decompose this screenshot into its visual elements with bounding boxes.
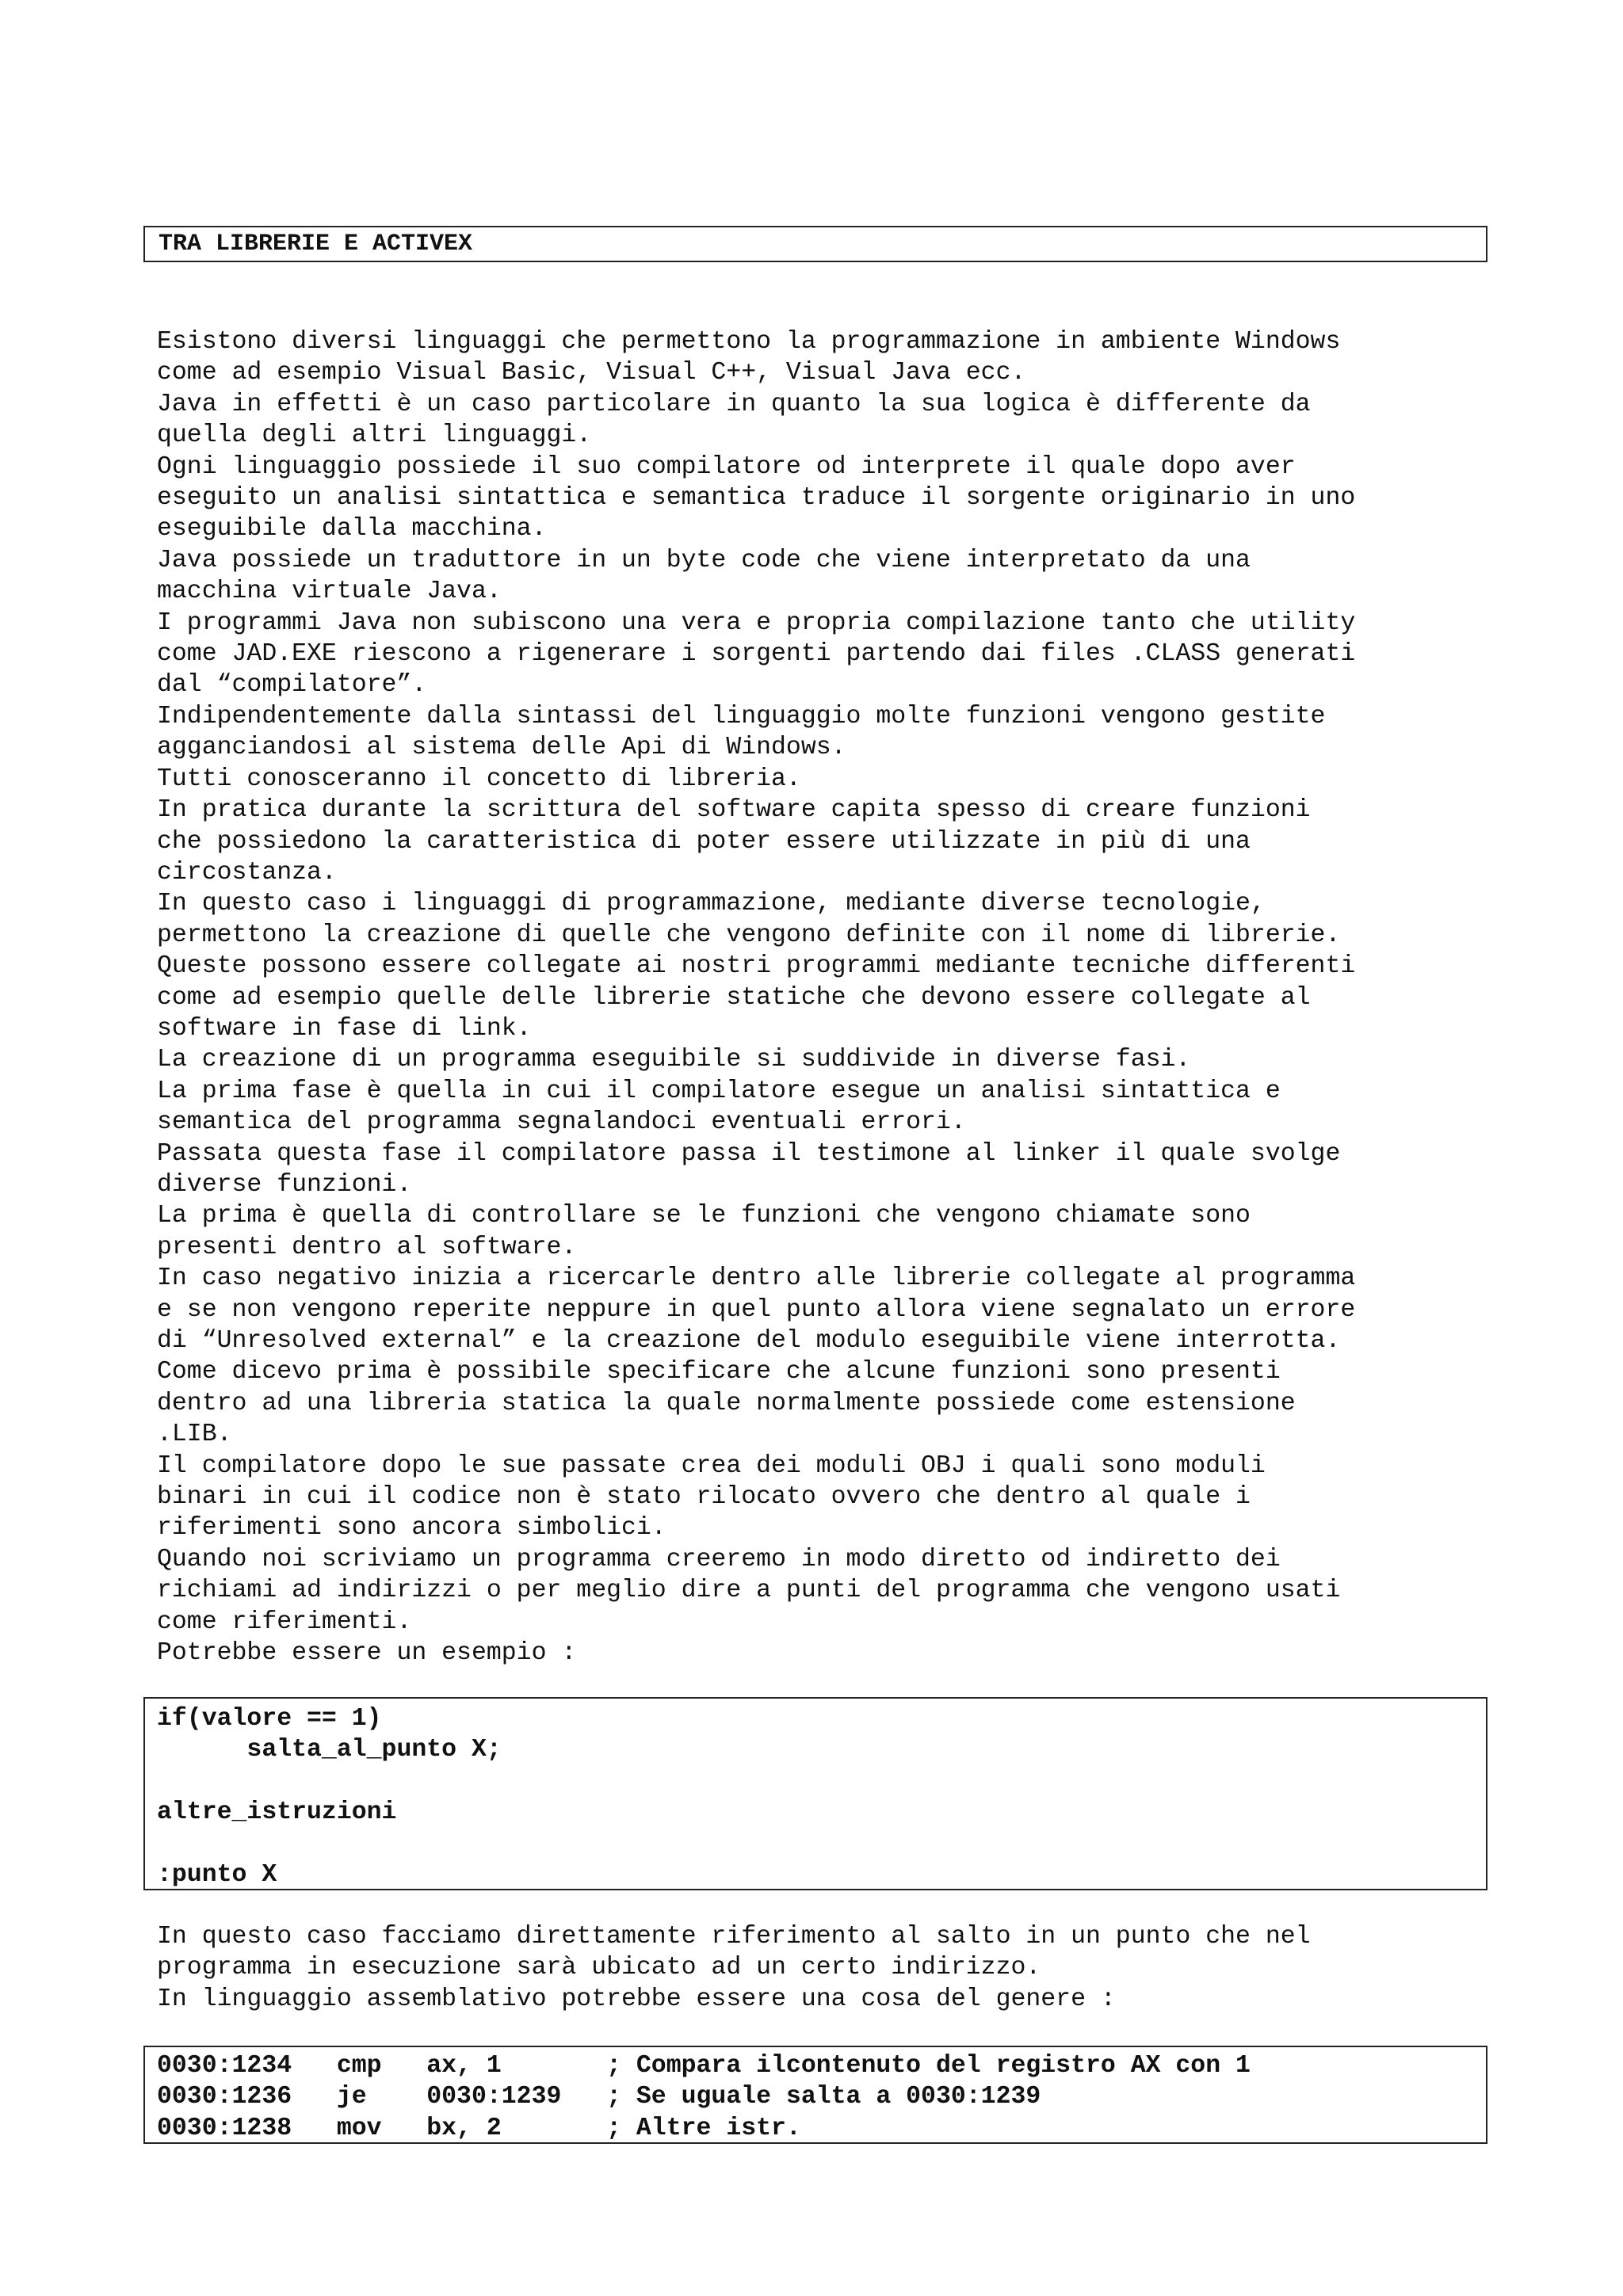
text-line: di “Unresolved external” e la creazione del modulo eseguibile viene interrotta. bbox=[157, 1327, 1341, 1355]
code-line: altre_istruzioni bbox=[157, 1798, 397, 1827]
text-line: Esistono diversi linguaggi che permettono la programmazione in ambiente Windows bbox=[157, 328, 1341, 356]
code-line: :punto X bbox=[157, 1861, 277, 1889]
text-line: come ad esempio Visual Basic, Visual C++, Visual Java ecc. bbox=[157, 359, 1026, 387]
code-line: if(valore == 1) bbox=[157, 1705, 382, 1733]
text-line: quella degli altri linguaggi. bbox=[157, 421, 592, 450]
text-line: Come dicevo prima è possibile specificare che alcune funzioni sono presenti bbox=[157, 1358, 1281, 1386]
text-line: La creazione di un programma eseguibile si suddivide in diverse fasi. bbox=[157, 1046, 1191, 1074]
text-line: Queste possono essere collegate ai nostri programmi mediante tecniche differenti bbox=[157, 952, 1356, 981]
text-line: diverse funzioni. bbox=[157, 1170, 412, 1199]
text-line: Potrebbe essere un esempio : bbox=[157, 1639, 577, 1668]
body-paragraph-2 bbox=[157, 1921, 1476, 2015]
text-line: programma in esecuzione sarà ubicato ad un certo indirizzo. bbox=[157, 1954, 1041, 1982]
text-line: circostanza. bbox=[157, 858, 337, 887]
text-line: che possiedono la caratteristica di poter essere utilizzate in più di una bbox=[157, 827, 1251, 856]
code-line bbox=[157, 1829, 1486, 1859]
text-line: In questo caso facciamo direttamente riferimento al salto in un punto che nel bbox=[157, 1923, 1311, 1951]
text-line: Indipendentemente dalla sintassi del linguaggio molte funzioni vengono gestite bbox=[157, 702, 1326, 730]
code-block-pseudocode bbox=[143, 1697, 1487, 1890]
text-line: dal “compilatore”. bbox=[157, 671, 427, 700]
text-line: eseguibile dalla macchina. bbox=[157, 515, 547, 543]
code-block-assembly bbox=[143, 2046, 1487, 2144]
text-line: Ogni linguaggio possiede il suo compilatore od interprete il quale dopo aver bbox=[157, 452, 1296, 481]
text-line: In questo caso i linguaggi di programmazione, mediante diverse tecnologie, bbox=[157, 890, 1266, 918]
text-line: La prima fase è quella in cui il compilatore esegue un analisi sintattica e bbox=[157, 1077, 1281, 1105]
text-line: richiami ad indirizzi o per meglio dire a punti del programma che vengono usati bbox=[157, 1577, 1341, 1605]
text-line: come riferimenti. bbox=[157, 1608, 412, 1636]
text-line: software in fase di link. bbox=[157, 1014, 532, 1043]
text-line: La prima è quella di controllare se le funzioni che vengono chiamate sono bbox=[157, 1202, 1251, 1230]
text-line: agganciandosi al sistema delle Api di Windows. bbox=[157, 734, 846, 762]
text-line: e se non vengono reperite neppure in quel punto allora viene segnalato un errore bbox=[157, 1295, 1356, 1324]
text-line: eseguito un analisi sintattica e semantica traduce il sorgente originario in uno bbox=[157, 484, 1356, 513]
text-line: Passata questa fase il compilatore passa il testimone al linker il quale svolge bbox=[157, 1139, 1341, 1168]
code-line: 0030:1236 je 0030:1239 ; Se uguale salta a 0030:1239 bbox=[157, 2083, 1041, 2111]
code-line bbox=[157, 1766, 1486, 1797]
text-line: presenti dentro al software. bbox=[157, 1233, 577, 1261]
text-line: Tutti conosceranno il concetto di libreria. bbox=[157, 765, 801, 793]
text-line: macchina virtuale Java. bbox=[157, 578, 502, 606]
text-line: come JAD.EXE riescono a rigenerare i sorgenti partendo dai files .CLASS generati bbox=[157, 640, 1356, 669]
text-line: In pratica durante la scrittura del software capita spesso di creare funzioni bbox=[157, 796, 1311, 825]
text-line: Quando noi scriviamo un programma creeremo in modo diretto od indiretto dei bbox=[157, 1545, 1281, 1573]
text-line: riferimenti sono ancora simbolici. bbox=[157, 1514, 666, 1543]
text-line: I programmi Java non subiscono una vera e propria compilazione tanto che utility bbox=[157, 608, 1356, 637]
document-title: TRA LIBRERIE E ACTIVEX bbox=[143, 226, 1487, 262]
text-line: Java in effetti è un caso particolare in quanto la sua logica è differente da bbox=[157, 390, 1311, 418]
code-line: 0030:1234 cmp ax, 1 ; Compara ilcontenuto del registro AX con 1 bbox=[157, 2052, 1251, 2080]
text-line: semantica del programma segnalandoci eventuali errori. bbox=[157, 1108, 966, 1137]
text-line: .LIB. bbox=[157, 1421, 232, 1449]
text-line: come ad esempio quelle delle librerie statiche che devono essere collegate al bbox=[157, 983, 1311, 1012]
text-line: binari in cui il codice non è stato rilocato ovvero che dentro al quale i bbox=[157, 1483, 1251, 1512]
text-line: In caso negativo inizia a ricercarle dentro alle librerie collegate al programma bbox=[157, 1264, 1356, 1293]
text-line: Java possiede un traduttore in un byte code che viene interpretato da una bbox=[157, 546, 1251, 574]
text-line: permettono la creazione di quelle che vengono definite con il nome di librerie. bbox=[157, 921, 1341, 949]
code-line: salta_al_punto X; bbox=[157, 1736, 502, 1764]
text-line: dentro ad una libreria statica la quale normalmente possiede come estensione bbox=[157, 1389, 1296, 1417]
text-line: Il compilatore dopo le sue passate crea dei moduli OBJ i quali sono moduli bbox=[157, 1451, 1266, 1480]
body-paragraph-1 bbox=[157, 326, 1476, 1669]
text-line: In linguaggio assemblativo potrebbe essere una cosa del genere : bbox=[157, 1985, 1116, 2013]
code-line: 0030:1238 mov bx, 2 ; Altre istr. bbox=[157, 2114, 801, 2142]
